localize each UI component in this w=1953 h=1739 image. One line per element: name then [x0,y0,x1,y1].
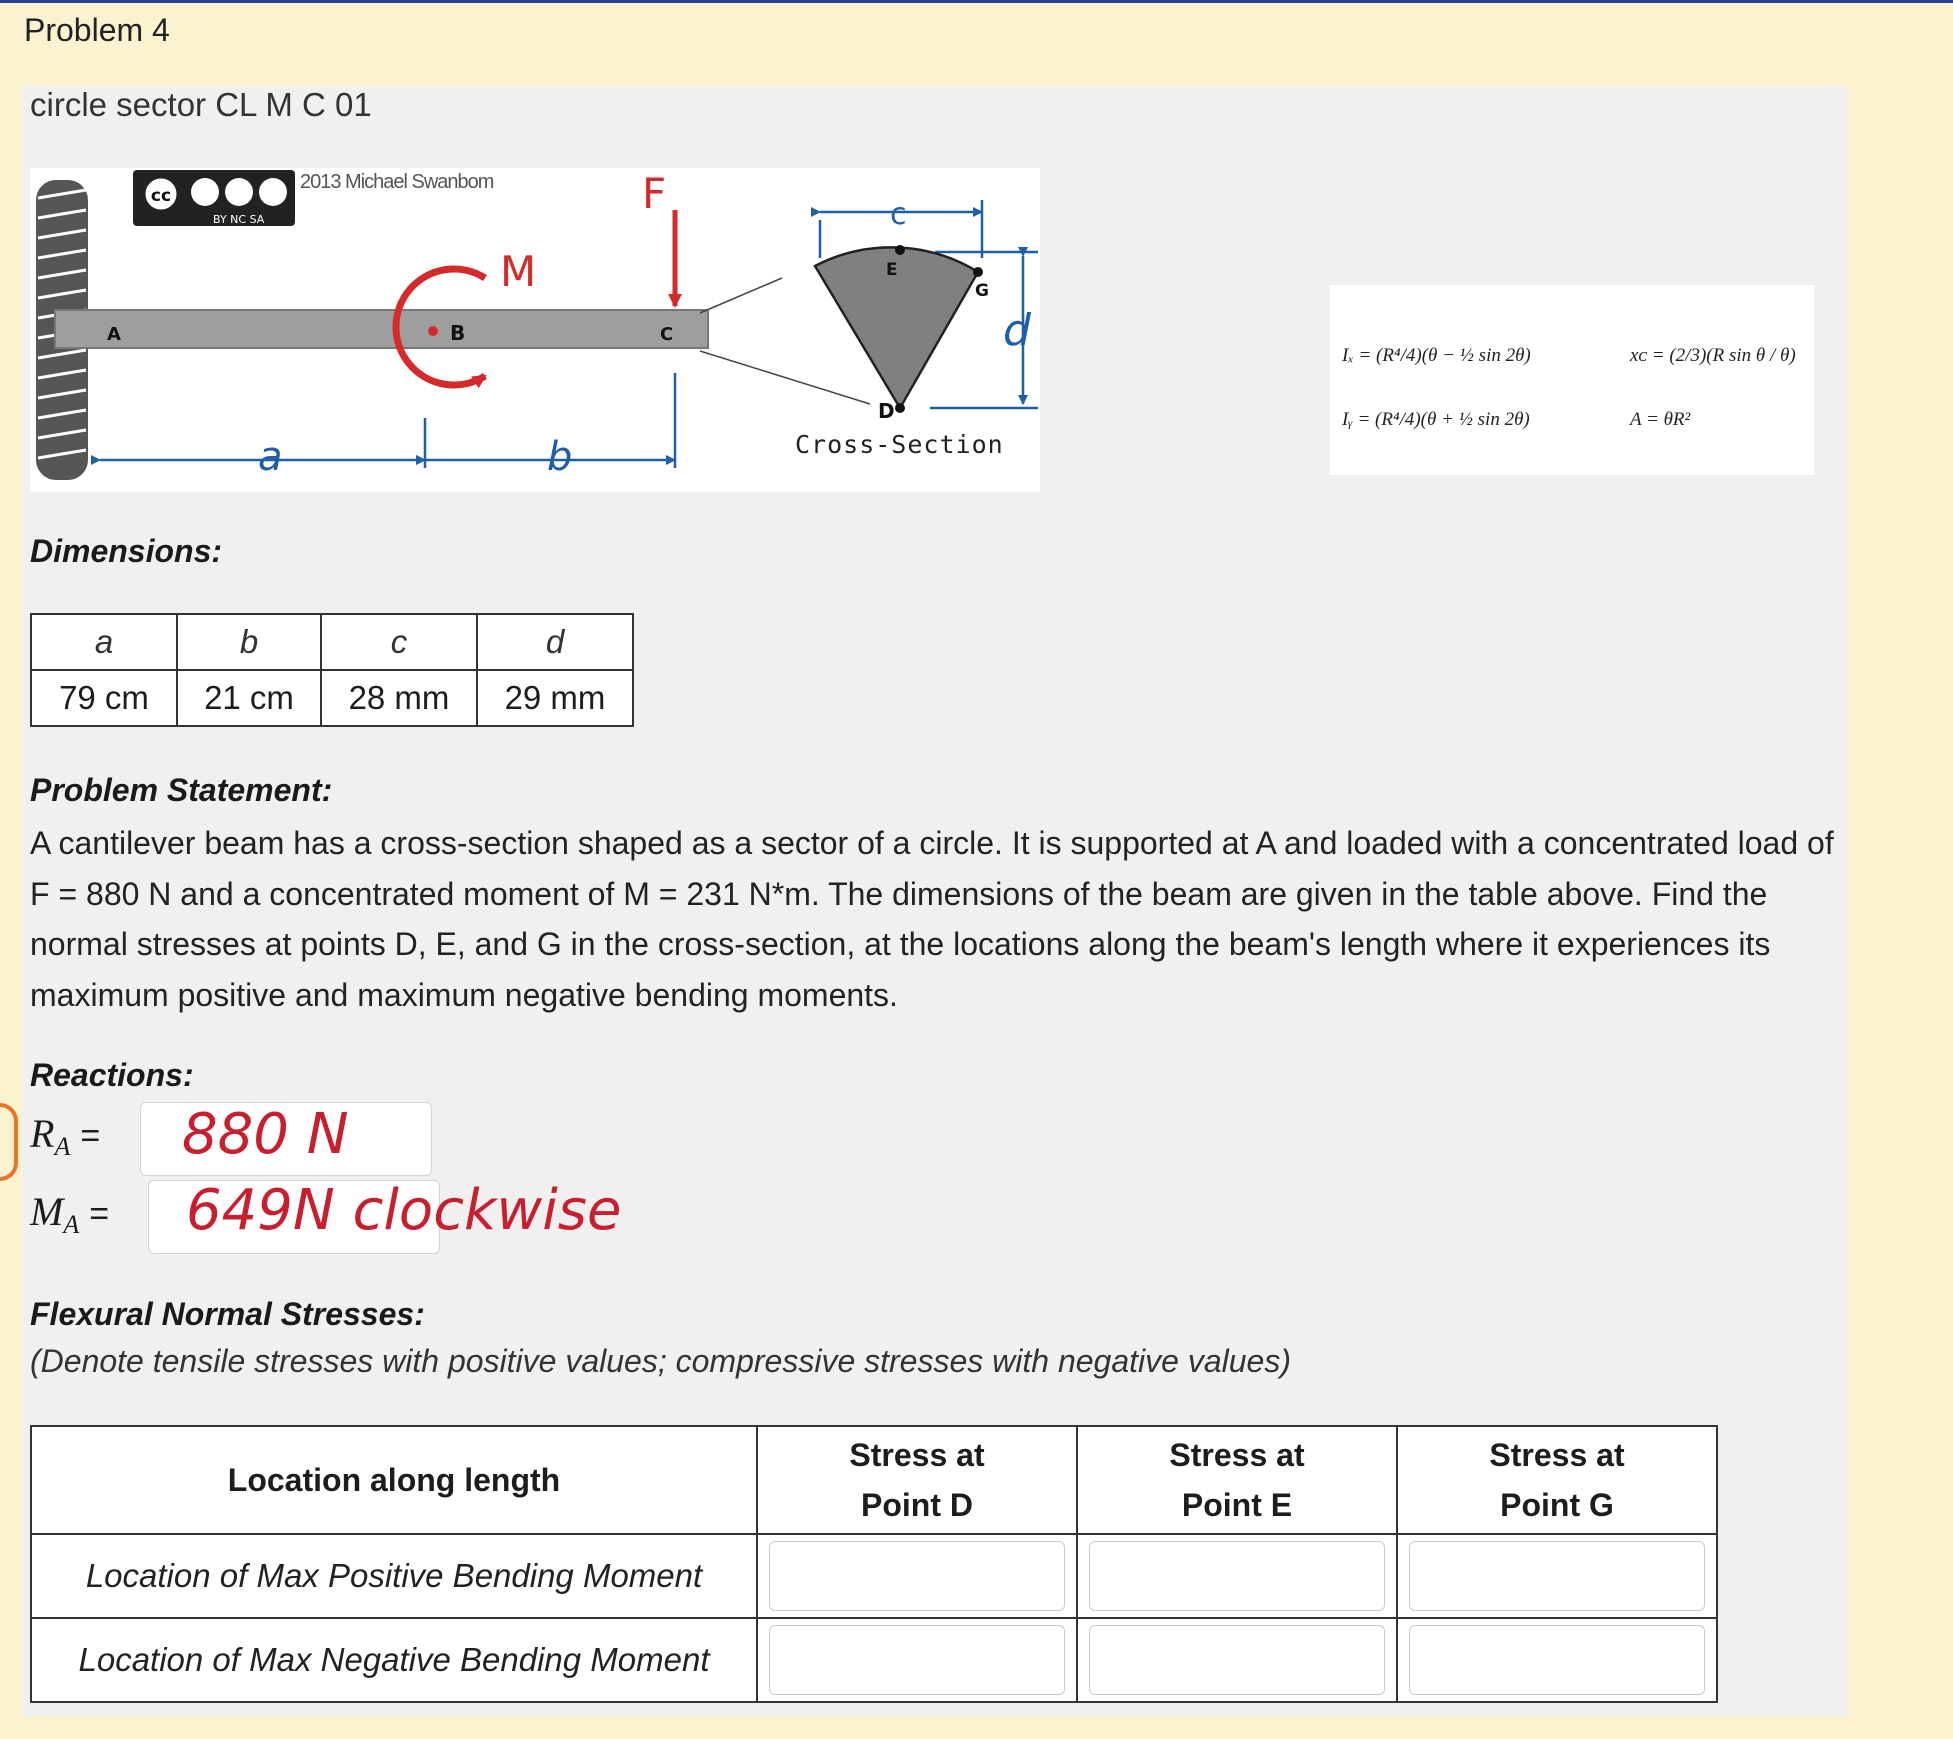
reaction-ra-row [30,1102,450,1172]
stresses-heading: Flexural Normal Stresses: [30,1296,425,1332]
dim-header-c: c [321,614,477,670]
stress-pos-d-input[interactable] [769,1541,1065,1611]
col-point-d-header: Stress at Point D [757,1426,1077,1534]
svg-text:E: E [886,260,898,280]
reaction-ma-row [30,1180,670,1250]
stress-neg-d-input[interactable] [769,1625,1065,1695]
svg-text:A: A [107,324,121,345]
formula-area: A = θR² [1630,409,1691,430]
ra-label: $R_A$ = [30,1111,101,1161]
dim-value-c: 28 mm [321,670,477,726]
formula-xc: xᴄ = (2/3)(R sin θ / θ) [1630,345,1796,366]
beam-body [55,310,708,348]
stresses-note: (Denote tensile stresses with positive values; compressive stresses with negative values) [30,1343,1291,1379]
table-row [31,1534,1717,1618]
beam-figure [30,168,1040,492]
formula-box [1330,285,1814,475]
dim-value-b: 21 cm [177,670,321,726]
row-max-negative-label: Location of Max Negative Bending Moment [31,1618,757,1702]
svg-text:C: C [660,324,674,345]
problem-statement: A cantilever beam has a cross-section shaped as a sector of a circle. It is supported at A and loaded with a concentrated load of F = 880 N and a concentrated moment of M = 231 N*m. The dimensions of the beam are given in the table above. Find the normal stresses at points D, E, and G in the cross-section, at the locations along the beam's length where it experiences its maximum positive and maximum negative bending moments. [30,825,1834,1013]
stress-neg-g-input[interactable] [1409,1625,1705,1695]
dimensions-table [30,613,634,727]
stress-pos-e-input[interactable] [1089,1541,1385,1611]
table-row [31,1618,1717,1702]
ra-handwritten-value: 880 N [182,1102,349,1167]
svg-text:BY NC SA: BY NC SA [213,213,265,226]
svg-text:cc: cc [150,186,172,206]
ma-label: $M_A$ = [30,1189,110,1239]
svg-text:2013 Michael Swanbom: 2013 Michael Swanbom [300,171,494,193]
problem-subtitle: circle sector CL M C 01 [30,86,372,123]
top-divider [0,0,1953,3]
dim-header-d: d [477,614,633,670]
dim-value-d: 29 mm [477,670,633,726]
reactions-heading: Reactions: [30,1057,194,1093]
col-point-e-header: Stress at Point E [1077,1426,1397,1534]
stress-neg-e-input[interactable] [1089,1625,1385,1695]
svg-text:b: b [547,434,573,480]
formula-iy: Iᵧ = (R⁴/4)(θ + ½ sin 2θ) [1342,409,1530,430]
svg-text:Cross-Section: Cross-Section [795,430,1004,459]
dim-header-a: a [31,614,177,670]
dim-value-a: 79 cm [31,670,177,726]
stress-table [30,1425,1718,1703]
handwritten-mark [0,1103,18,1181]
col-location-header: Location along length [31,1426,757,1534]
svg-text:G: G [975,281,989,301]
col-point-g-header: Stress at Point G [1397,1426,1717,1534]
svg-text:B: B [450,321,466,345]
license-badge [133,170,295,226]
problem-header: Problem 4 [24,12,170,48]
row-max-positive-label: Location of Max Positive Bending Moment [31,1534,757,1618]
svg-text:M: M [500,247,537,296]
stress-pos-g-input[interactable] [1409,1541,1705,1611]
formula-ix: Iₓ = (R⁴/4)(θ − ½ sin 2θ) [1342,345,1531,366]
svg-text:a: a [258,434,283,480]
dim-header-b: b [177,614,321,670]
statement-heading: Problem Statement: [30,772,333,808]
svg-text:D: D [878,399,895,423]
svg-text:d: d [1003,305,1031,356]
dimensions-heading: Dimensions: [30,533,223,569]
svg-text:c: c [890,197,907,232]
ma-handwritten-value: 649N clockwise [186,1178,622,1243]
svg-text:F: F [642,169,667,218]
